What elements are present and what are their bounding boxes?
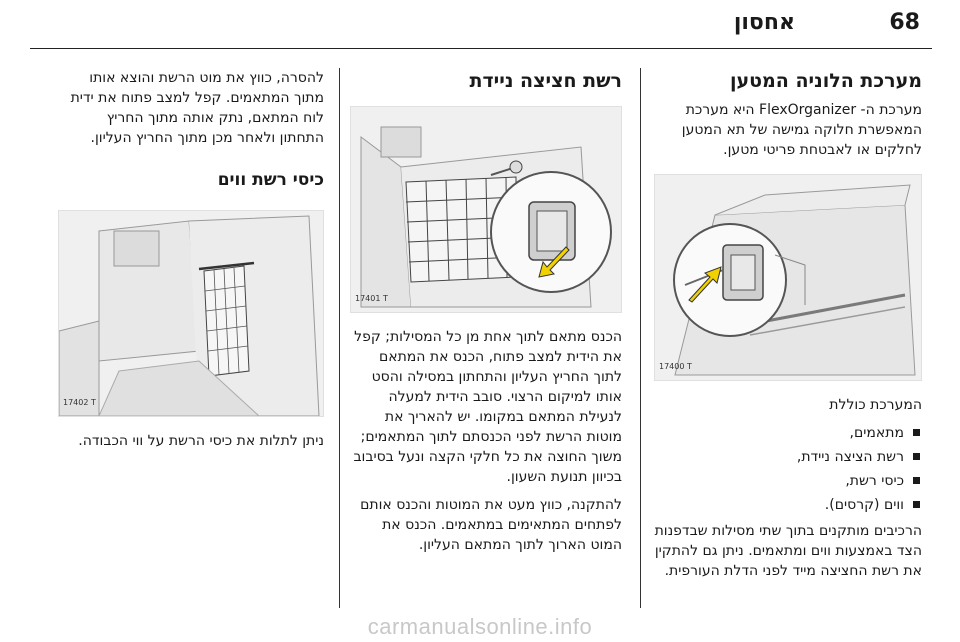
list-item: כיסי רשת, xyxy=(652,471,922,491)
section-heading-cargo-system: מערכת הלוניה המטען xyxy=(729,70,922,92)
outro-paragraph: הרכיבים מותקנים בתוך שתי מסילות שבדפנות הצד באמצעות ווים ומתאמים. ניתן גם להתקין את רשת החציצה מייד לפני הדלת העורפית. xyxy=(654,523,922,579)
figure-label: 17400 T xyxy=(659,362,692,371)
section-heading-pockets-hooks: כיסי רשת ווים xyxy=(217,170,324,190)
page-title: אחסון xyxy=(733,10,795,35)
figure-adapter-rail xyxy=(654,174,922,381)
column-divider xyxy=(640,68,641,608)
figure-net-pocket xyxy=(58,210,324,417)
components-list xyxy=(652,423,922,515)
column-net-pockets xyxy=(58,68,324,459)
section-heading-partition-net: רשת חציצה ניידת xyxy=(469,70,622,92)
list-item: רשת הציצה ניידת, xyxy=(652,447,922,467)
header-divider xyxy=(30,48,932,49)
partition-net-illustration xyxy=(351,107,621,312)
figure-label: 17402 T xyxy=(63,398,96,407)
figure-partition-net xyxy=(350,106,622,313)
list-item: ווים (קרסים). xyxy=(652,495,922,515)
watermark: carmanualsonline.info xyxy=(367,614,593,639)
column-partition-net xyxy=(350,68,622,563)
includes-heading: המערכת כוללת xyxy=(829,397,922,413)
column-cargo-system xyxy=(652,68,922,589)
list-item: מתאמים, xyxy=(652,423,922,443)
figure-label: 17401 T xyxy=(355,294,388,303)
insert-rods-paragraph: להתקנה, כווץ מעט את המוטות והכנס אותם לפתחים המתאימים במתאמים. הכנס את המוט הארוך לתוך המתאם העליון. xyxy=(360,497,622,553)
install-paragraph: הכנס מתאם לתוך אחת מן כל המסילות; קפל את הידית למצב פתוח, הכנס את המתאם לתוך החריץ העליון והתחתון במסילה והסט אותו למיקום הרצוי. סובב הידית למעלה לנעילת המתאם במקומו. יש להאריך את מוטות הרשת לפני הכנסתם לתוך המתאמים; משוך החוצה את כל חלקי הקצה ונעל בסיבוב בכיוון תנועת השעון. xyxy=(353,329,622,485)
net-pocket-illustration xyxy=(59,211,323,416)
intro-paragraph: מערכת ה- FlexOrganizer היא מערכת המאפשרת חלוקה גמישה של תא המטען לחלקים או לאבטחת פריטי מטען. xyxy=(681,102,922,158)
pocket-caption: ניתן לתלות את כיסי הרשת על ווי הכבודה. xyxy=(78,433,324,449)
removal-paragraph: להסרה, כווץ את מוט הרשת והוצא אותו מתוך המתאמים. קפל למצב פתוח את ידית לוח המתאם, נתק אותה מתוך החריץ התחתון ולאחר מכן מתוך החריץ העליון. xyxy=(70,70,324,146)
column-divider xyxy=(339,68,340,608)
adapter-rail-illustration xyxy=(655,175,921,380)
page-number: 68 xyxy=(889,10,920,35)
